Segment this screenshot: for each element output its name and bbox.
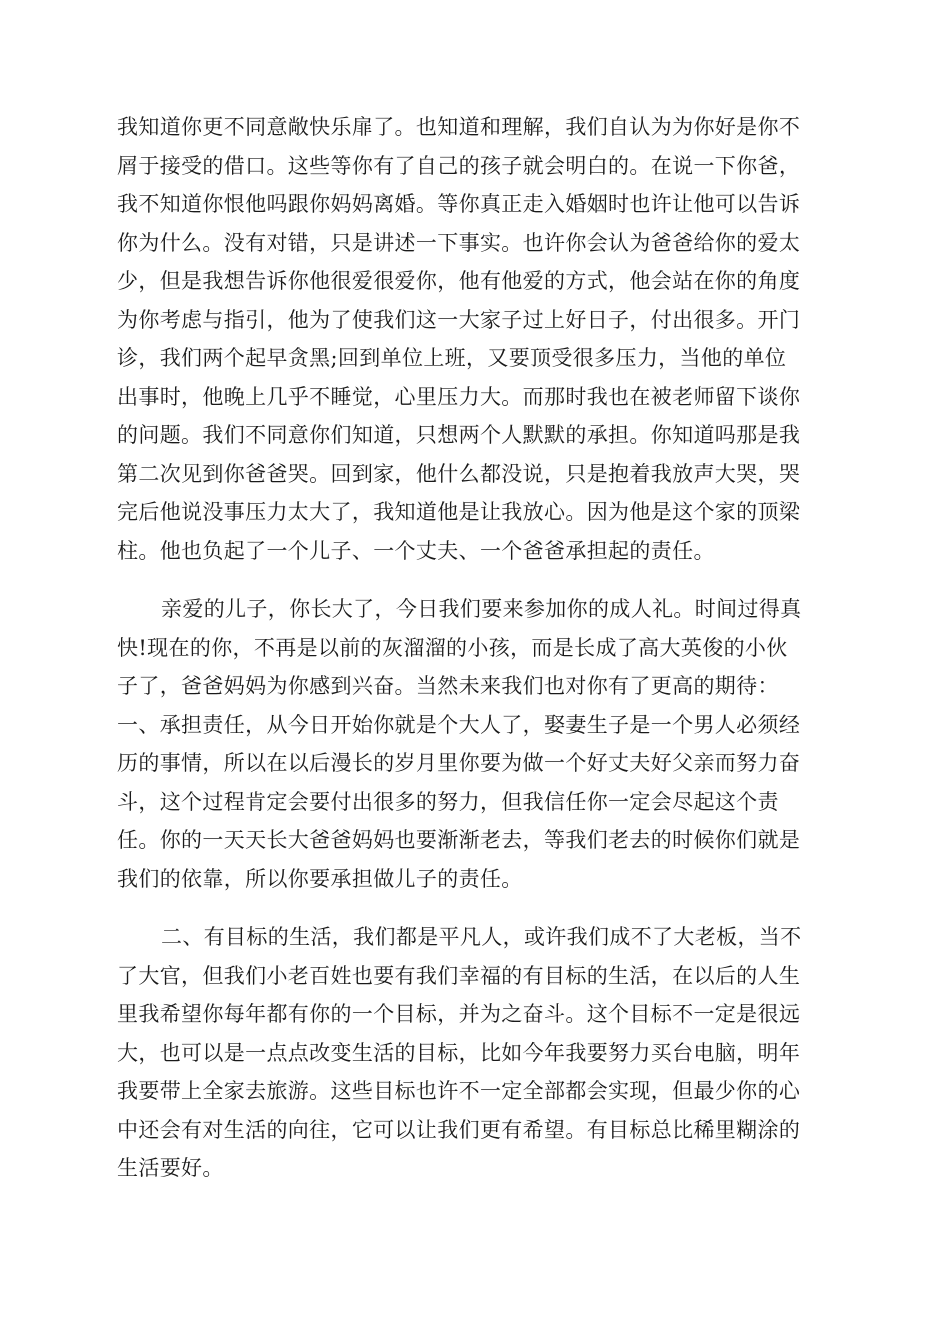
text-line: 二、有目标的生活，我们都是平凡人，或许我们成不了大老板，当不: [161, 925, 802, 949]
text-line: 斗，这个过程肯定会要付出很多的努力，但我信任你一定会尽起这个责: [117, 789, 779, 814]
text-line: 我们的依靠，所以你要承担做儿子的责任。: [117, 866, 523, 891]
paragraph-father: [117, 108, 833, 570]
text-line: 里我希望你每年都有你的一个目标，并为之奋斗。这个目标不一定是很远: [117, 1002, 801, 1026]
text-line: 亲爱的儿子，你长大了，今日我们要来参加你的成人礼。时间过得真: [161, 597, 802, 621]
text-line: 少，但是我想告诉你他很爱很爱你，他有他爱的方式，他会站在你的角度: [117, 269, 801, 293]
text-line: 生活要好。: [117, 1156, 224, 1180]
text-line: 你为什么。没有对错，只是讲述一下事实。也许你会认为爸爸给你的爱太: [117, 230, 801, 255]
text-line: 柱。他也负起了一个儿子、一个丈夫、一个爸爸承担起的责任。: [117, 538, 715, 563]
text-line: 子了，爸爸妈妈为你感到兴奋。当然未来我们也对你有了更高的期待：: [117, 674, 779, 698]
text-line: 为你考虑与指引，他为了使我们这一大家子过上好日子，付出很多。开门: [117, 307, 801, 332]
text-line: 我要带上全家去旅游。这些目标也许不一定全部都会实现，但最少你的心: [117, 1079, 801, 1103]
text-line: 大，也可以是一点点改变生活的目标，比如今年我要努力买台电脑，明年: [117, 1040, 801, 1065]
text-line: 任。你的一天天长大爸爸妈妈也要渐渐老去，等我们老去的时候你们就是: [117, 828, 801, 852]
paragraph-gap: [117, 570, 833, 590]
text-line: 我不知道你恨他吗跟你妈妈离婚。等你真正走入婚姻时也许让他可以告诉: [117, 192, 801, 216]
text-line: 历的事情，所以在以后漫长的岁月里你要为做一个好丈夫好父亲而努力奋: [117, 751, 801, 775]
text-line: 诊，我们两个起早贪黑;回到单位上班，又要顶受很多压力，当他的单位: [117, 346, 787, 370]
paragraph-gap: [117, 898, 833, 918]
text-line: 屑于接受的借口。这些等你有了自己的孩子就会明白的。在说一下你爸，: [117, 153, 801, 178]
paragraph-coming-of-age: [117, 590, 833, 898]
document-body: [117, 108, 833, 1188]
text-line: 第二次见到你爸爸哭。回到家，他什么都没说，只是抱着我放声大哭，哭: [117, 461, 801, 486]
text-line: 一、承担责任，从今日开始你就是个大人了，娶妻生子是一个男人必须经: [117, 712, 801, 737]
text-line: 快!现在的你，不再是以前的灰溜溜的小孩，而是长成了高大英俊的小伙: [117, 635, 788, 660]
text-line: 了大官，但我们小老百姓也要有我们幸福的有目标的生活，在以后的人生: [117, 963, 801, 988]
text-line: 的问题。我们不同意你们知道，只想两个人默默的承担。你知道吗那是我: [117, 423, 801, 447]
paragraph-goals: [117, 918, 833, 1188]
text-line: 中还会有对生活的向往，它可以让我们更有希望。有目标总比稀里糊涂的: [117, 1117, 801, 1142]
text-line: 我知道你更不同意敞快乐扉了。也知道和理解，我们自认为为你好是你不: [117, 115, 801, 139]
text-line: 出事时，他晚上几乎不睡觉，心里压力大。而那时我也在被老师留下谈你: [117, 384, 801, 409]
text-line: 完后他说没事压力太大了，我知道他是让我放心。因为他是这个家的顶梁: [117, 500, 801, 524]
